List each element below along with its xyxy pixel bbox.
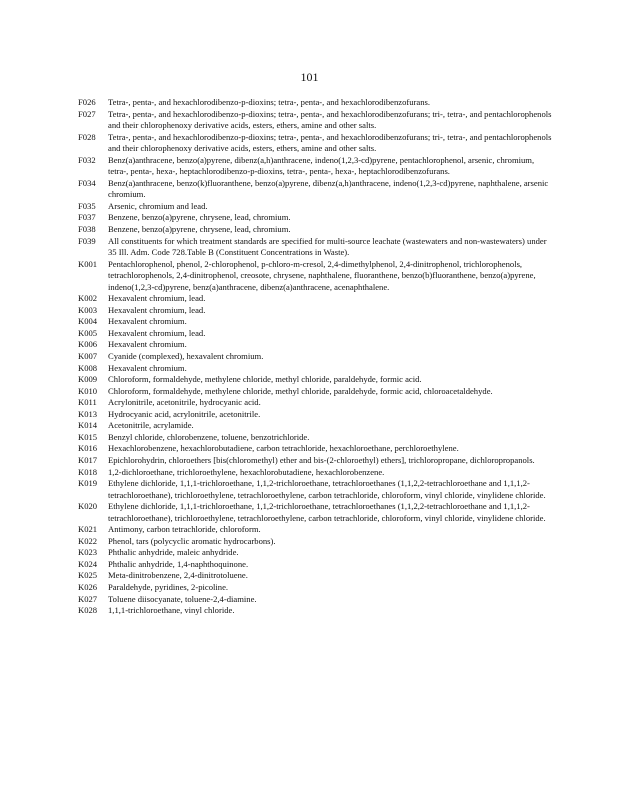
entry-row	[78, 201, 553, 213]
entry-description: Antimony, carbon tetrachloride, chloroform.	[108, 524, 261, 535]
entry-description: Hexachlorobenzene, hexachlorobutadiene, carbon tetrachloride, hexachloroethane, perchloroethylene.	[108, 443, 459, 454]
entry-row	[78, 420, 553, 432]
entry-description: Hexavalent chromium.	[108, 362, 187, 373]
entry-row	[78, 432, 553, 444]
entry-description: Pentachlorophenol, phenol, 2-chlorophenol, p-chloro-m-cresol, 2,4-dimethylphenol, 2,4-dinitrophenol, trichlorophenols, tetrachlorophenols, 2,4-dinitrophenol, creosote, chrysene, naphthalene, fluoranthene, benzo(b)fluoranthene, benzo(a)pyrene, indeno(1,2,3-cd)pyrene, benz(a)anthracene, dibenz(a)anthracene, acenaphthalene.	[108, 258, 536, 292]
entry-row	[78, 559, 553, 571]
entry-code: K028	[78, 605, 98, 616]
entry-description: Arsenic, chromium and lead.	[108, 200, 208, 211]
entry-description: Benzene, benzo(a)pyrene, chrysene, lead, chromium.	[108, 224, 291, 235]
entry-code: K020	[78, 501, 98, 512]
entry-code: F027	[78, 108, 96, 119]
entry-row	[78, 305, 553, 317]
entry-description: Hydrocyanic acid, acrylonitrile, acetonitrile.	[108, 408, 261, 419]
entry-description: Ethylene dichloride, 1,1,1-trichloroethane, 1,1,2-trichloroethane, tetrachloroethanes (1,1,2,2-tetrachloroethane and 1,1,1,2-tetrachloroethane), trichloroethylene, tetrachloroethylene, carbon tetrachloride, chloroform, vinyl chloride, vinylidene chloride.	[108, 501, 546, 523]
entry-description: Phthalic anhydride, maleic anhydride.	[108, 547, 239, 558]
entry-row	[78, 316, 553, 328]
entry-description: Benz(a)anthracene, benzo(k)fluoranthene, benzo(a)pyrene, dibenz(a,h)anthracene, indeno(1,2,3-cd)pyrene, naphthalene, arsenic chromium.	[108, 177, 549, 200]
entry-row	[78, 443, 553, 455]
entry-code: K027	[78, 593, 98, 604]
entry-row	[78, 351, 553, 363]
entry-code: K011	[78, 397, 97, 408]
entry-row	[78, 328, 553, 340]
entry-row	[78, 109, 553, 132]
entry-row	[78, 363, 553, 375]
entry-row	[78, 547, 553, 559]
entry-description: Acetonitrile, acrylamide.	[108, 420, 194, 431]
entry-code: K009	[78, 374, 98, 385]
entry-row	[78, 178, 553, 201]
entry-list	[78, 97, 553, 617]
entry-code: K026	[78, 581, 98, 592]
entry-code: F034	[78, 177, 96, 188]
entry-row	[78, 97, 553, 109]
entry-code: F026	[78, 97, 96, 107]
entry-row	[78, 524, 553, 536]
entry-code: K019	[78, 478, 98, 489]
entry-row	[78, 605, 553, 617]
entry-code: K018	[78, 466, 98, 477]
entry-description: Tetra-, penta-, and hexachlorodibenzo-p-dioxins; tetra-, penta-, and hexachlorodibenzofurans; tri-, tetra-, and pentachlorophenols and their chlorophenoxy derivative acids, esters, ethers, amine and other salts.	[108, 131, 552, 154]
entry-description: 1,1,1-trichloroethane, vinyl chloride.	[108, 605, 235, 616]
entry-code: F038	[78, 224, 96, 235]
entry-description: Benz(a)anthracene, benzo(a)pyrene, dibenz(a,h)anthracene, indeno(1,2,3-cd)pyrene, pentachlorophenol, arsenic, chromium, tetra-, penta-, hexa-, heptachlorodibenzo-p-dioxins, tetra-, penta-, hexa-, heptachlorodibenzofurans.	[108, 154, 535, 177]
entry-row	[78, 236, 553, 259]
entry-row	[78, 478, 553, 501]
entry-code: K016	[78, 443, 98, 454]
entry-code: F032	[78, 154, 96, 165]
entry-code: K004	[78, 316, 98, 327]
entry-row	[78, 374, 553, 386]
entry-description: Paraldehyde, pyridines, 2-picoline.	[108, 581, 229, 592]
entry-code: F028	[78, 131, 96, 142]
entry-description: Hexavalent chromium, lead.	[108, 327, 206, 338]
entry-description: Benzyl chloride, chlorobenzene, toluene, benzotrichloride.	[108, 431, 310, 442]
entry-code: K008	[78, 362, 98, 373]
entry-row	[78, 212, 553, 224]
entry-description: Hexavalent chromium, lead.	[108, 293, 206, 304]
entry-code: K002	[78, 293, 98, 304]
entry-description: Hexavalent chromium, lead.	[108, 304, 206, 315]
entry-row	[78, 467, 553, 479]
entry-code: F035	[78, 200, 96, 211]
entry-row	[78, 397, 553, 409]
entry-row	[78, 570, 553, 582]
entry-row	[78, 224, 553, 236]
entry-row	[78, 386, 553, 398]
entry-code: K017	[78, 454, 98, 465]
entry-code: K006	[78, 339, 98, 350]
entry-row	[78, 455, 553, 467]
entry-description: Ethylene dichloride, 1,1,1-trichloroethane, 1,1,2-trichloroethane, tetrachloroethanes (1,1,2,2-tetrachloroethane and 1,1,1,2-tetrachloroethane), trichloroethylene, tetrachloroethylene, carbon tetrachloride, chloroform, vinyl chloride, vinylidene chloride.	[108, 478, 546, 500]
entry-row	[78, 339, 553, 351]
entry-row	[78, 155, 553, 178]
entry-row	[78, 259, 553, 294]
entry-description: 1,2-dichloroethane, trichloroethylene, hexachlorobutadiene, hexachlorobenzene.	[108, 466, 385, 477]
entry-description: Chloroform, formaldehyde, methylene chloride, methyl chloride, paraldehyde, formic acid, chloroacetaldehyde.	[108, 385, 493, 396]
entry-description: Epichlorohydrin, chloroethers [bis(chloromethyl) ether and bis-(2-chloroethyl) ethers], trichloropropane, dichloropropanols.	[108, 454, 535, 465]
entry-code: K015	[78, 431, 98, 442]
entry-row	[78, 536, 553, 548]
entry-row	[78, 582, 553, 594]
entry-description: Toluene diisocyanate, toluene-2,4-diamine.	[108, 593, 257, 604]
page-number: 101	[300, 70, 319, 84]
entry-description: Phenol, tars (polycyclic aromatic hydrocarbons).	[108, 535, 276, 546]
entry-code: K021	[78, 524, 98, 535]
entry-code: K005	[78, 327, 98, 338]
entry-code: K014	[78, 420, 98, 431]
entry-description: Hexavalent chromium.	[108, 339, 187, 350]
entry-code: K010	[78, 385, 98, 396]
entry-row	[78, 293, 553, 305]
entry-code: K025	[78, 570, 98, 581]
entry-row	[78, 409, 553, 421]
entry-code: K023	[78, 547, 98, 558]
entry-row	[78, 501, 553, 524]
entry-description: Meta-dinitrobenzene, 2,4-dinitrotoluene.	[108, 570, 248, 581]
entry-code: K022	[78, 535, 98, 546]
entry-description: Hexavalent chromium.	[108, 316, 187, 327]
entry-description: Tetra-, penta-, and hexachlorodibenzo-p-dioxins; tetra-, penta-, and hexachlorodibenzofurans; tri-, tetra-, and pentachlorophenols and their chlorophenoxy derivative acids, esters, ethers, amine and other salts.	[108, 108, 552, 131]
entry-description: Phthalic anhydride, 1,4-naphthoquinone.	[108, 558, 249, 569]
entry-code: K003	[78, 304, 98, 315]
entry-description: Chloroform, formaldehyde, methylene chloride, methyl chloride, paraldehyde, formic acid.	[108, 374, 422, 385]
entry-code: K007	[78, 351, 98, 362]
entry-code: F037	[78, 212, 96, 223]
entry-code: K013	[78, 408, 98, 419]
entry-description: All constituents for which treatment standards are specified for multi-source leachate (wastewaters and non-wastewaters) under 35 Ill. Adm. Code 728.Table B (Constituent Concentrations in Waste).	[108, 235, 547, 258]
entry-row	[78, 132, 553, 155]
entry-description: Tetra-, penta-, and hexachlorodibenzo-p-dioxins; tetra-, penta-, and hexachlorodibenzofurans.	[108, 97, 431, 107]
entry-code: F039	[78, 235, 96, 246]
entry-description: Benzene, benzo(a)pyrene, chrysene, lead, chromium.	[108, 212, 291, 223]
entry-code: K024	[78, 558, 98, 569]
entry-description: Acrylonitrile, acetonitrile, hydrocyanic acid.	[108, 397, 261, 408]
entry-row	[78, 594, 553, 606]
entry-code: K001	[78, 258, 98, 269]
entry-description: Cyanide (complexed), hexavalent chromium.	[108, 351, 264, 362]
